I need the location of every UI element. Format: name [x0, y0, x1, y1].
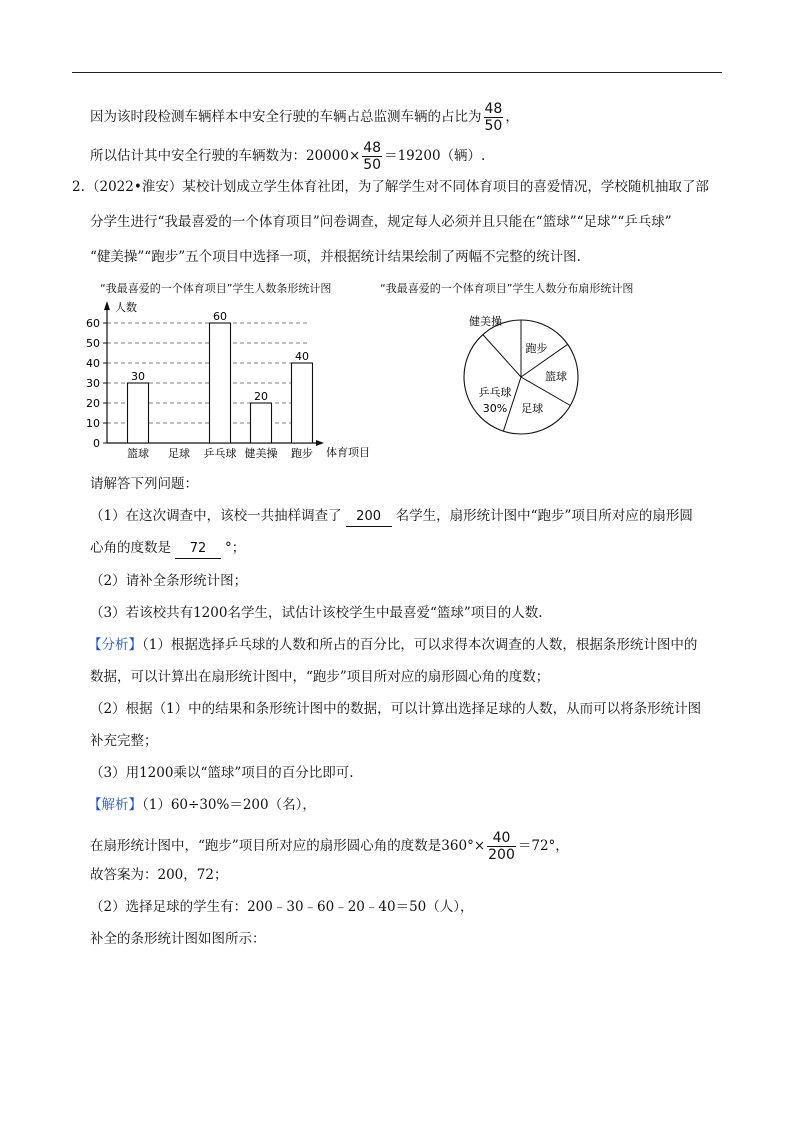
- header-rule: [72, 72, 722, 73]
- part1-line-2: 心角的度数是 72 °；: [90, 539, 245, 559]
- pie-chart: [455, 305, 605, 440]
- part3-line: （3）若该校共有1200名学生，试估计该校学生中最喜爱“篮球”项目的人数.: [90, 605, 543, 621]
- question-line-2: 分学生进行“我最喜爱的一个体育项目”问卷调查，规定每人必须并且只能在“篮球”“足球”“乒乓球”: [90, 214, 672, 230]
- prev-answer-text-1: 因为该时段检测车辆样本中安全行驶的车辆占总监测车辆的占比为: [90, 109, 482, 125]
- answer-blank-1: 200: [346, 508, 392, 527]
- y-tick-label: 20: [86, 397, 100, 410]
- pie-slice-label: 健美操: [469, 315, 502, 328]
- ask-line: 请解答下列问题：: [90, 476, 198, 492]
- prev-answer-line-1: [90, 101, 519, 134]
- y-tick-label: 40: [86, 357, 100, 370]
- y-tick-label: 30: [86, 377, 100, 390]
- bar-value-label: 40: [295, 350, 309, 363]
- pie-slice-label: 足球: [521, 402, 544, 416]
- bar-value-label: 20: [254, 390, 268, 403]
- fraction-numerator: 40: [487, 830, 516, 847]
- x-tick-label: 足球: [168, 447, 190, 460]
- analysis-tag: 【分析】: [88, 637, 142, 653]
- solution-line-5: 补全的条形统计图如图所示：: [90, 931, 266, 947]
- pie-chart-title: “我最喜爱的一个体育项目”学生人数分布扇形统计图: [380, 282, 634, 295]
- fraction-denominator: 200: [488, 847, 515, 863]
- bar-chart-title: “我最喜爱的一个体育项目”学生人数条形统计图: [100, 282, 332, 295]
- analysis-line-3: （2）根据（1）中的结果和条形统计图中的数据，可以计算出选择足球的人数，从而可以将条形统计图: [90, 701, 702, 717]
- question-line-1: （2022•淮安）某校计划成立学生体育社团，为了解学生对不同体育项目的喜爱情况，学校随机抽取了部: [86, 179, 709, 195]
- y-tick-label: 50: [86, 337, 100, 350]
- fraction-numerator: 48: [484, 101, 503, 117]
- bar-chart: [80, 298, 380, 466]
- analysis-line-1: 【分析】（1）根据选择乒乓球的人数和所占的百分比，可以求得本次调查的人数，根据条形统计图中的: [88, 637, 698, 653]
- x-axis-label: 体育项目: [326, 446, 370, 459]
- prev-answer-text-2: 所以估计其中安全行驶的车辆数为：20000×: [90, 148, 361, 164]
- bar: [210, 323, 231, 443]
- solution-line-4: （2）选择足球的学生有：200﹣30﹣60﹣20﹣40＝50（人），: [90, 899, 474, 915]
- x-tick-label: 跑步: [291, 447, 313, 460]
- fraction-denominator: 50: [484, 118, 503, 134]
- answer-blank-2: 72: [175, 540, 221, 559]
- solution-tag: 【解析】: [88, 797, 142, 813]
- fraction-48-50: [484, 101, 504, 134]
- solution-line-1: 【解析】（1）60÷30%＝200（名），: [88, 797, 316, 813]
- x-tick-label: 乒乓球: [203, 447, 237, 460]
- bar: [292, 363, 313, 443]
- fraction-denominator: 50: [363, 157, 382, 173]
- prev-answer-tail-1: ，: [505, 109, 519, 125]
- solution-line-3: 故答案为：200，72；: [90, 867, 228, 883]
- x-axis-arrow: [316, 440, 324, 446]
- y-axis-label: 人数: [115, 301, 137, 314]
- pie-slice-label: 篮球: [544, 369, 567, 383]
- x-tick-label: 篮球: [127, 447, 149, 460]
- prev-answer-line-2: [90, 140, 485, 173]
- y-tick-label: 10: [86, 417, 100, 430]
- bar: [251, 403, 272, 443]
- question-number: 2.: [72, 179, 85, 195]
- fraction-numerator: 48: [363, 140, 382, 156]
- part2-line: （2）请补全条形统计图；: [90, 573, 248, 589]
- bar-value-label: 60: [213, 310, 227, 323]
- analysis-line-5: （3）用1200乘以“篮球”项目的百分比即可.: [90, 765, 354, 781]
- solution-line-2: 在扇形统计图中，“跑步”项目所对应的扇形圆心角的度数是360°× $\frac{40}{200}$ ＝72°，: [90, 830, 569, 863]
- analysis-line-2: 数据，可以计算出在扇形统计图中，“跑步”项目所对应的扇形圆心角的度数；: [90, 669, 550, 685]
- prev-answer-tail-2: ＝19200（辆）.: [384, 148, 486, 164]
- fraction-40-200: [487, 830, 516, 863]
- y-tick-label: 0: [93, 437, 100, 450]
- analysis-line-4: 补充完整；: [90, 733, 158, 749]
- pie-percent-label: 30%: [482, 402, 508, 415]
- part1-line-1: （1）在这次调查中，该校一共抽样调查了 200 名学生，扇形统计图中“跑步”项目所对应的扇形圆: [90, 507, 693, 527]
- x-tick-label: 健美操: [244, 447, 278, 460]
- question-line-3: “健美操”“跑步”五个项目中选择一项，并根据统计结果绘制了两幅不完整的统计图.: [90, 249, 581, 265]
- y-axis-arrow: [104, 301, 110, 310]
- bar: [128, 383, 149, 443]
- y-tick-label: 60: [86, 317, 100, 330]
- pie-slice-label: 乒乓球: [478, 386, 512, 399]
- bar-value-label: 30: [131, 370, 145, 383]
- pie-slice-label: 跑步: [525, 341, 548, 355]
- fraction-48-50-b: [362, 140, 382, 173]
